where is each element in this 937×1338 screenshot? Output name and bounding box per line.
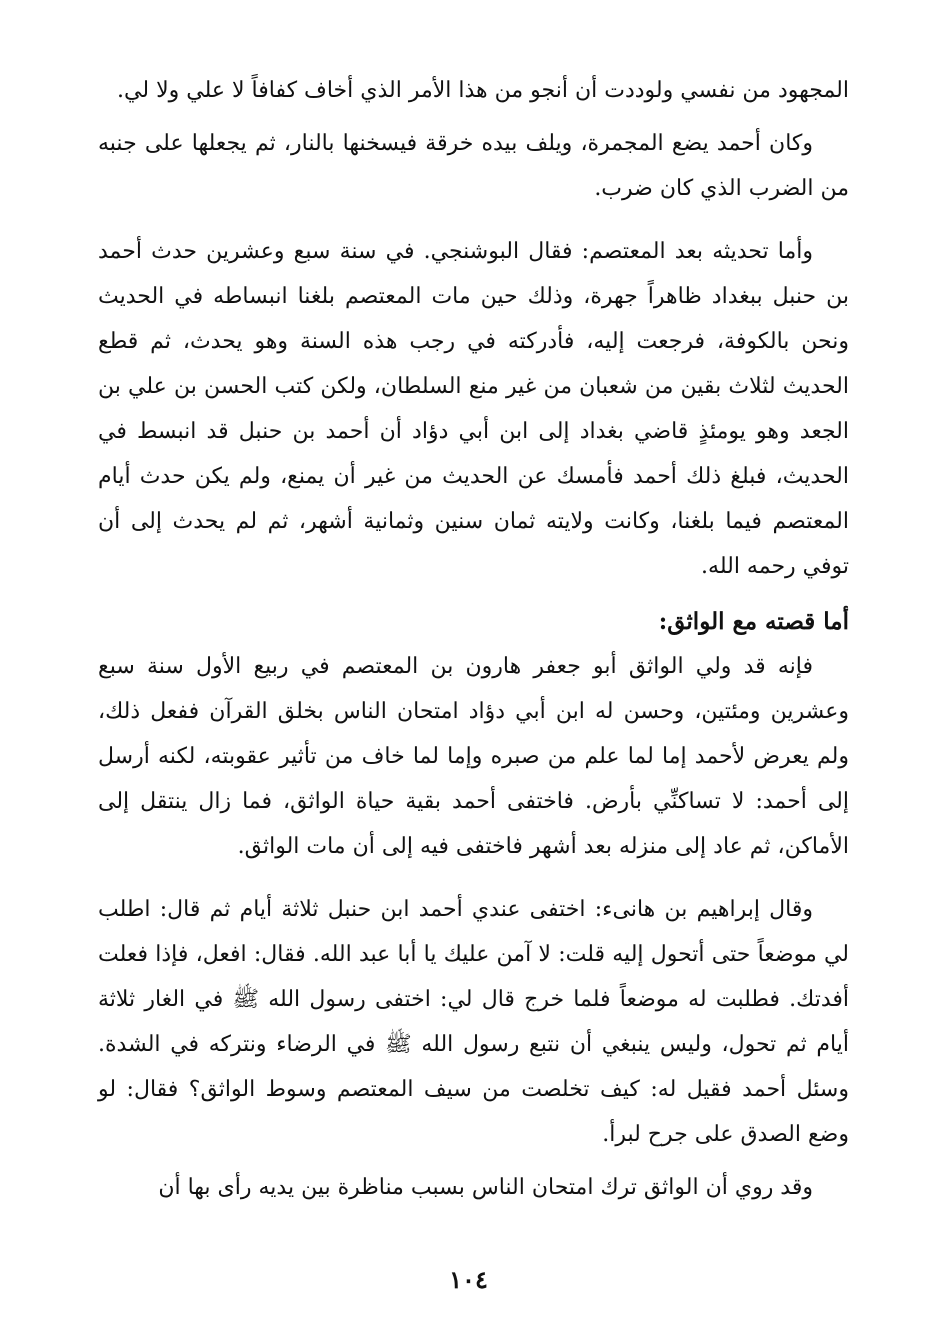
page-number: ١٠٤ [449, 1265, 488, 1294]
paragraph-tahdith: وأما تحديثه بعد المعتصم: فقال البوشنجي. في سنة سبع وعشرين حدث أحمد بن حنبل ببغداد ظاهراً جهرة، وذلك حين مات المعتصم بلغنا انبساطه في الحديث ونحن بالكوفة، فرجعت إليه، فأدركته في رجب هذه السنة وهو يحدث، ثم قطع الحديث لثلاث بقين من شعبان من غير منع السلطان، ولكن كتب الحسن بن علي بن الجعد وهو يومئذٍ قاضي بغداد إلى ابن أبي دؤاد أن أحمد بن حنبل قد انبسط في الحديث، فبلغ ذلك أحمد فأمسك عن الحديث من غير أن يمنع، ولم يكن حدث أيام المعتصم فيما بلغنا، وكانت ولايته ثمان سنين وثمانية أشهر، ثم لم يحدث إلى أن توفي رحمه الله. [98, 239, 849, 579]
paragraph-mijmara: وكان أحمد يضع المجمرة، ويلف بيده خرقة فيسخنها بالنار، ثم يجعلها على جنبه من الضرب الذي كان ضرب. [98, 131, 849, 201]
paragraph-wathiq: فإنه قد ولي الواثق أبو جعفر هارون بن المعتصم في ربيع الأول سنة سبع وعشرين ومئتين، وحسن له ابن أبي دؤاد امتحان الناس بخلق القرآن ففعل ذلك، ولم يعرض لأحمد إما لما علم من صبره وإما لما خاف من تأثير عقوبته، لكنه أرسل إلى أحمد: لا تساكنِّي بأرض. فاختفى أحمد بقية حياة الواثق، فما زال ينتقل إلى الأماكن، ثم عاد إلى منزله بعد أشهر فاختفى فيه إلى أن مات الواثق. [98, 654, 849, 859]
section-heading: أما قصته مع الواثق: [658, 608, 849, 635]
paragraph-continuation: المجهود من نفسي ولوددت أن أنجو من هذا الأمر الذي أخاف كفافاً لا علي ولا لي. [117, 78, 849, 103]
paragraph-ibrahim: وقال إبراهيم بن هانىء: اختفى عندي أحمد ابن حنبل ثلاثة أيام ثم قال: اطلب لي موضعاً حتى أتحول إليه قلت: لا آمن عليك يا أبا عبد الله. فقال: افعل، فإذا فعلت أفدتك. فطلبت له موضعاً فلما خرج قال لي: اختفى رسول الله ﷺ في الغار ثلاثة أيام ثم تحول، وليس ينبغي أن نتبع رسول الله ﷺ في الرضاء ونتركه في الشدة. وسئل أحمد فقيل له: كيف تخلصت من سيف المعتصم وسوط الواثق؟ فقال: لو وضع الصدق على جرح لبرأ. [98, 897, 849, 1147]
paragraph-final: وقد روي أن الواثق ترك امتحان الناس بسبب مناظرة بين يديه رأى بها أن [158, 1175, 813, 1200]
